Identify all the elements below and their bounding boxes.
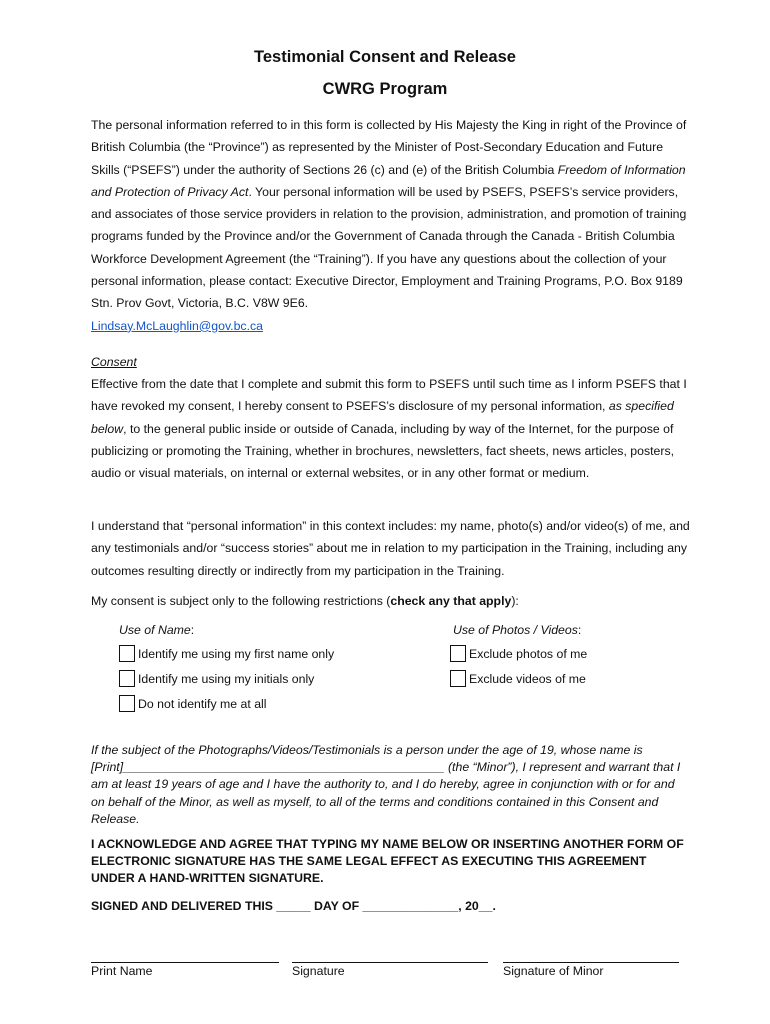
minor-signature-label: Signature of Minor xyxy=(503,964,604,978)
consent-heading-text: Consent xyxy=(91,355,137,369)
act-name: Freedom of Information and Protection of Privacy Act xyxy=(91,162,686,199)
first-name-only-label: Identify me using my first name only xyxy=(138,647,335,661)
privacy-notice-text-1: The personal information referred to in this form is collected by His Majesty the King in right of the Province of British Columbia (the “Province”) as represented by the Minister of Post-Secondary Education and Future Skills (“PSEFS”) under the authority of Sections 26 (c) and (e) of the British Columbia xyxy=(91,118,687,177)
signature-label: Signature xyxy=(292,964,345,978)
consent-paragraph xyxy=(91,373,691,484)
restrictions-text-2: ): xyxy=(511,594,519,608)
use-of-name-colon: : xyxy=(190,623,195,637)
initials-only-checkbox[interactable] xyxy=(119,670,135,687)
exclude-photos-checkbox[interactable] xyxy=(450,645,466,662)
personal-info-paragraph: I understand that “personal information” in this context includes: my name, photo(s) and/or video(s) of me, and any testimonials and/or “success stories” about me in relation to my participation in the Training, including any outcomes resulting directly or indirectly from my participation in the Training. xyxy=(91,519,690,578)
use-of-photos-heading xyxy=(453,623,581,637)
restrictions-bold: check any that apply xyxy=(390,594,512,608)
signed-delivered-line: SIGNED AND DELIVERED THIS _____ DAY OF ______________, 20__. xyxy=(91,899,496,913)
form-subtitle: CWRG Program xyxy=(322,80,448,98)
restrictions-intro xyxy=(91,590,691,612)
use-of-photos-heading-text: Use of Photos / Videos xyxy=(453,623,578,637)
print-name-label: Print Name xyxy=(91,964,153,978)
use-of-name-heading xyxy=(119,623,194,637)
form-title: Testimonial Consent and Release xyxy=(254,48,516,66)
consent-text-1: Effective from the date that I complete and submit this form to PSEFS until such time as I inform PSEFS that I have revoked my consent, I hereby consent to PSEFS’s disclosure of my personal information, xyxy=(91,377,687,414)
privacy-notice xyxy=(91,114,691,337)
contact-email-link[interactable]: Lindsay.McLaughlin@gov.bc.ca xyxy=(91,318,263,333)
use-of-photos-colon: : xyxy=(577,623,582,637)
minor-clause: If the subject of the Photographs/Videos/Testimonials is a person under the age of 19, whose name is [Print]_______________________________________________ (the “Minor”), I represent and warrant that I am at least 19 years of age and I have the authority to, and I do hereby, agree in conjunction with or for and on behalf of the Minor, as well as myself, to all of the terms and conditions contained in this Consent and Release. xyxy=(91,743,681,826)
exclude-videos-checkbox[interactable] xyxy=(450,670,466,687)
print-name-line[interactable] xyxy=(91,962,279,963)
do-not-identify-checkbox[interactable] xyxy=(119,695,135,712)
consent-heading xyxy=(91,351,691,373)
consent-text-italic: as specified below xyxy=(91,399,674,436)
consent-text-2: , to the general public inside or outside of Canada, including by way of the Internet, for the purpose of publicizing or promoting the Training, whether in brochures, newsletters, fact sheets, news articles, posters, audio or visual materials, on internal or external websites, or in any other format or medium. xyxy=(91,421,675,481)
minor-signature-line[interactable] xyxy=(503,962,679,963)
signature-line[interactable] xyxy=(292,962,488,963)
do-not-identify-label: Do not identify me at all xyxy=(138,697,267,711)
restrictions-text-1: My consent is subject only to the following restrictions ( xyxy=(91,594,391,608)
privacy-notice-text-2: . Your personal information will be used by PSEFS, PSEFS’s service providers, and associates of those service providers in relation to the provision, administration, and promotion of training programs funded by the Province and/or the Government of Canada through the Canada - British Columbia Workforce Development Agreement (the “Training”). If you have any questions about the collection of your personal information, please contact: Executive Director, Employment and Training Programs, P.O. Box 9189 Stn. Prov Govt, Victoria, B.C. V8W 9E6. xyxy=(91,184,687,311)
exclude-videos-label: Exclude videos of me xyxy=(469,672,586,686)
first-name-only-checkbox[interactable] xyxy=(119,645,135,662)
initials-only-label: Identify me using my initials only xyxy=(138,672,315,686)
use-of-name-heading-text: Use of Name xyxy=(119,623,191,637)
exclude-photos-label: Exclude photos of me xyxy=(469,647,588,661)
acknowledgement: I ACKNOWLEDGE AND AGREE THAT TYPING MY NAME BELOW OR INSERTING ANOTHER FORM OF ELECTRONIC SIGNATURE HAS THE SAME LEGAL EFFECT AS EXECUTING THIS AGREEMENT UNDER A HAND-WRITTEN SIGNATURE. xyxy=(91,837,684,886)
